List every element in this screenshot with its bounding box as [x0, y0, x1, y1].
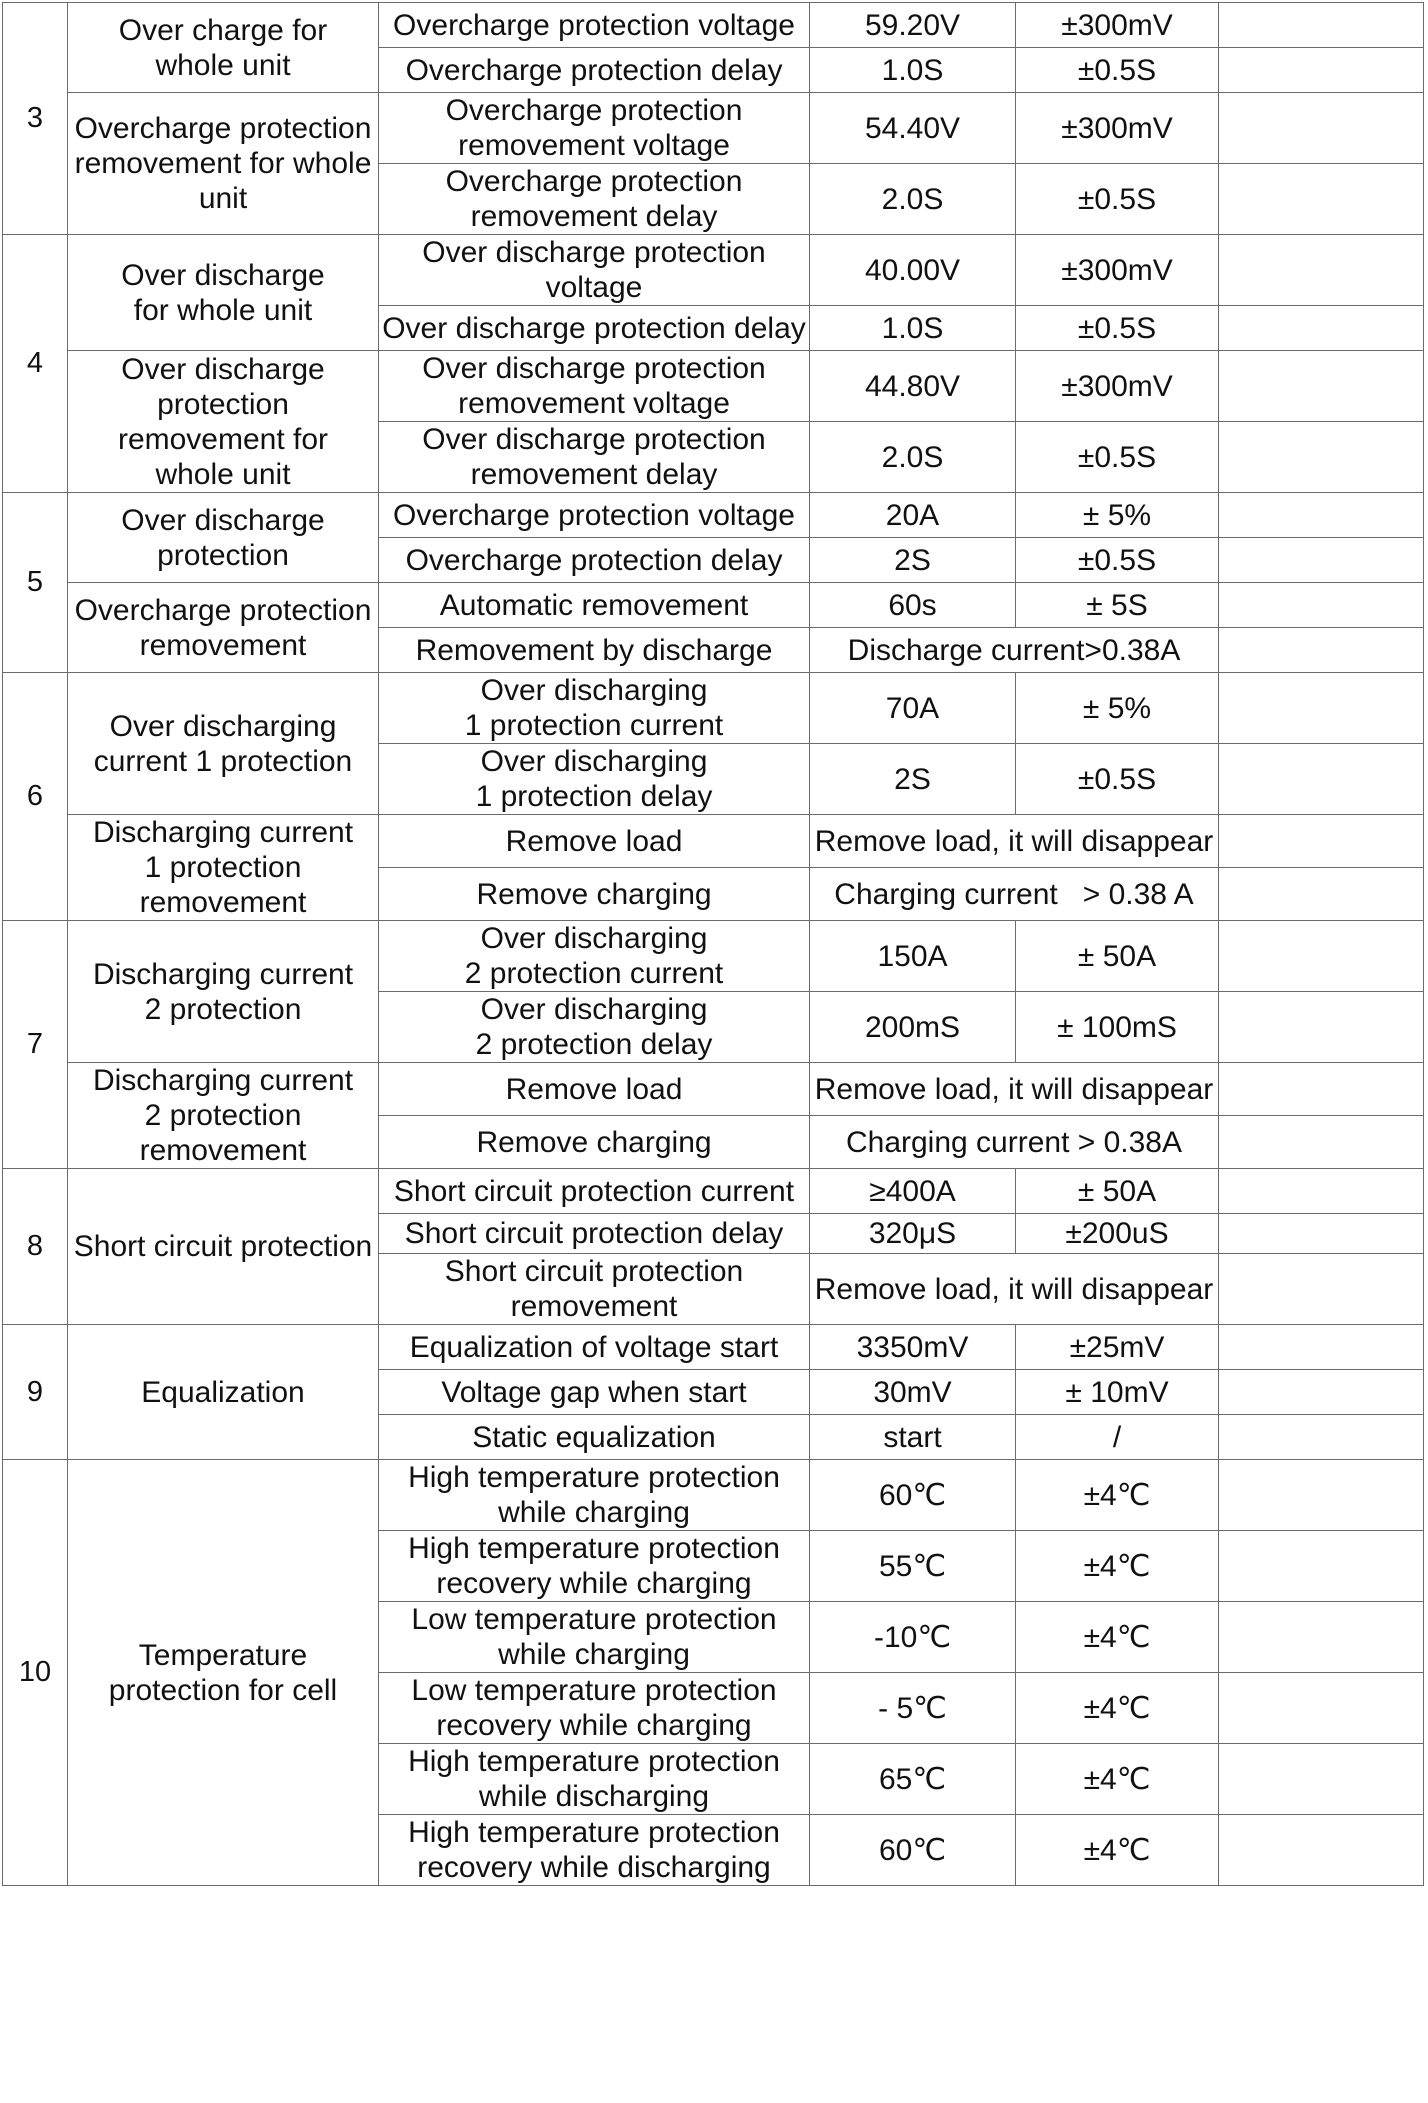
text-line: Over discharging: [480, 745, 708, 778]
table-row: [3, 583, 1424, 628]
blank-column-cell: [1219, 1370, 1424, 1415]
tolerance-value: ± 10mV: [1016, 1370, 1219, 1415]
protection-item-name: [68, 1460, 379, 1886]
text-line: 2 protection delay: [475, 1028, 713, 1061]
text-line: Over discharge: [121, 503, 325, 537]
blank-column-cell: [1219, 628, 1424, 673]
text-line: Overcharge protection: [445, 94, 743, 127]
blank-column-cell: [1219, 538, 1424, 583]
text-line: 2 protection: [144, 992, 302, 1026]
parameter-name: [379, 921, 810, 992]
text-line: removement: [139, 1134, 307, 1167]
text-line: Overcharge protection: [74, 112, 372, 145]
parameter-name: [379, 1460, 810, 1531]
set-value: -10℃: [810, 1602, 1016, 1673]
text-line: 1 protection current: [464, 709, 724, 742]
blank-column-cell: [1219, 1116, 1424, 1169]
blank-column-cell: [1219, 93, 1424, 164]
parameter-name: [379, 235, 810, 306]
set-value: 2S: [810, 744, 1016, 815]
text-line: Overcharge protection delay: [405, 53, 783, 87]
blank-column-cell: [1219, 306, 1424, 351]
parameter-name: [379, 1673, 810, 1744]
blank-column-cell: [1219, 868, 1424, 921]
text-line: removement: [139, 886, 307, 919]
tolerance-value: ±200uS: [1016, 1214, 1219, 1254]
set-value: 70A: [810, 673, 1016, 744]
text-line: Over discharge: [121, 352, 325, 386]
text-line: voltage: [545, 271, 643, 304]
set-value: 59.20V: [810, 3, 1016, 48]
blank-column-cell: [1219, 351, 1424, 422]
set-value: 65℃: [810, 1744, 1016, 1815]
tolerance-value: ±300mV: [1016, 351, 1219, 422]
tolerance-value: ± 50A: [1016, 1169, 1219, 1214]
set-value: 60℃: [810, 1815, 1016, 1886]
text-line: Overcharge protection: [445, 165, 743, 198]
text-line: Remove charging: [476, 1125, 712, 1159]
set-value: 55℃: [810, 1531, 1016, 1602]
table-row: [3, 93, 1424, 164]
text-line: protection: [157, 538, 289, 572]
text-line: High temperature protection: [408, 1461, 780, 1494]
text-line: Discharging current: [92, 1064, 354, 1097]
text-line: removement delay: [470, 458, 718, 491]
parameter-name: [379, 583, 810, 628]
merged-value: [810, 1063, 1219, 1116]
text-line: recovery while charging: [436, 1567, 752, 1600]
text-line: Over discharging: [480, 674, 708, 707]
blank-column-cell: [1219, 1815, 1424, 1886]
parameter-name: [379, 1116, 810, 1169]
parameter-name: [379, 868, 810, 921]
tolerance-value: ±0.5S: [1016, 48, 1219, 93]
text-line: Low temperature protection: [411, 1674, 777, 1707]
section-number: 10: [3, 1460, 68, 1886]
text-line: Over discharging: [480, 993, 708, 1026]
text-line: removement voltage: [458, 129, 730, 162]
blank-column-cell: [1219, 1673, 1424, 1744]
text-line: whole unit: [155, 48, 291, 82]
table-row: [3, 673, 1424, 744]
merged-value-text: Remove load, it will disappear: [814, 1272, 1214, 1306]
text-line: High temperature protection: [408, 1532, 780, 1565]
parameter-name: [379, 1169, 810, 1214]
blank-column-cell: [1219, 1063, 1424, 1116]
protection-item-name: [68, 493, 379, 583]
text-line: Over discharging: [480, 922, 708, 955]
set-value: 44.80V: [810, 351, 1016, 422]
blank-column-cell: [1219, 1744, 1424, 1815]
tolerance-value: ±300mV: [1016, 235, 1219, 306]
set-value: 2.0S: [810, 164, 1016, 235]
set-value: start: [810, 1415, 1016, 1460]
set-value: 3350mV: [810, 1325, 1016, 1370]
tolerance-value: ± 100mS: [1016, 992, 1219, 1063]
text-line: Short circuit protection: [73, 1230, 373, 1263]
set-value: - 5℃: [810, 1673, 1016, 1744]
set-value: 1.0S: [810, 306, 1016, 351]
parameter-name: [379, 1744, 810, 1815]
parameter-name: [379, 1254, 810, 1325]
tolerance-value: /: [1016, 1415, 1219, 1460]
text-line: Automatic removement: [439, 588, 749, 622]
protection-item-name: [68, 1169, 379, 1325]
parameter-name: [379, 744, 810, 815]
table-row: [3, 351, 1424, 422]
text-line: Over discharge protection: [422, 352, 766, 385]
parameter-name: [379, 1531, 810, 1602]
text-line: Short circuit protection: [444, 1255, 744, 1288]
text-line: Static equalization: [472, 1420, 716, 1454]
blank-column-cell: [1219, 1254, 1424, 1325]
set-value: 54.40V: [810, 93, 1016, 164]
section-number: 4: [3, 235, 68, 493]
set-value: ≥400A: [810, 1169, 1016, 1214]
tolerance-value: ±4℃: [1016, 1460, 1219, 1531]
blank-column-cell: [1219, 1602, 1424, 1673]
table-row: [3, 493, 1424, 538]
protection-item-name: [68, 93, 379, 235]
blank-column-cell: [1219, 744, 1424, 815]
parameter-name: [379, 628, 810, 673]
parameter-name: [379, 351, 810, 422]
protection-item-name: [68, 815, 379, 921]
text-line: while discharging: [478, 1780, 710, 1813]
text-line: Over discharge protection: [422, 423, 766, 456]
text-line: unit: [198, 182, 248, 215]
merged-value-text: Charging current > 0.38A: [845, 1125, 1183, 1159]
text-line: Equalization: [141, 1375, 305, 1409]
protection-item-name: [68, 1325, 379, 1460]
parameter-name: [379, 3, 810, 48]
text-line: Overcharge protection: [74, 593, 372, 627]
set-value: 30mV: [810, 1370, 1016, 1415]
merged-value-text: Remove load, it will disappear: [814, 824, 1214, 858]
text-line: Temperature: [138, 1638, 308, 1672]
text-line: Over discharge protection: [422, 236, 766, 269]
text-line: Overcharge protection voltage: [393, 8, 795, 42]
tolerance-value: ±4℃: [1016, 1815, 1219, 1886]
text-line: Removement by discharge: [415, 633, 773, 667]
blank-column-cell: [1219, 992, 1424, 1063]
protection-item-name: [68, 673, 379, 815]
blank-column-cell: [1219, 1415, 1424, 1460]
text-line: removement delay: [470, 200, 718, 233]
parameter-name: [379, 1602, 810, 1673]
parameter-name: [379, 1370, 810, 1415]
text-line: removement: [510, 1290, 678, 1323]
merged-value: [810, 815, 1219, 868]
section-number: 5: [3, 493, 68, 673]
tolerance-value: ±300mV: [1016, 93, 1219, 164]
blank-column-cell: [1219, 422, 1424, 493]
section-number: 8: [3, 1169, 68, 1325]
merged-value-text: Charging current > 0.38 A: [834, 877, 1194, 911]
text-line: Discharging current: [92, 957, 354, 991]
text-line: Over discharge: [121, 258, 325, 292]
merged-value-text: Remove load, it will disappear: [814, 1072, 1214, 1106]
blank-column-cell: [1219, 1325, 1424, 1370]
text-line: while charging: [498, 1638, 690, 1671]
parameter-name: [379, 1415, 810, 1460]
tolerance-value: ± 5%: [1016, 493, 1219, 538]
blank-column-cell: [1219, 164, 1424, 235]
table-row: [3, 235, 1424, 306]
merged-value-text: Discharge current>0.38A: [847, 633, 1181, 667]
parameter-name: [379, 673, 810, 744]
table-row: [3, 1460, 1424, 1531]
blank-column-cell: [1219, 1169, 1424, 1214]
tolerance-value: ±300mV: [1016, 3, 1219, 48]
set-value: 200mS: [810, 992, 1016, 1063]
text-line: removement voltage: [458, 387, 730, 420]
text-line: whole unit: [155, 457, 291, 491]
blank-column-cell: [1219, 921, 1424, 992]
blank-column-cell: [1219, 1460, 1424, 1531]
text-line: for whole unit: [133, 293, 313, 327]
table-row: [3, 921, 1424, 992]
text-line: removement for: [117, 422, 329, 456]
section-number: 9: [3, 1325, 68, 1460]
merged-value: [810, 628, 1219, 673]
tolerance-value: ±0.5S: [1016, 744, 1219, 815]
text-line: Short circuit protection delay: [404, 1217, 784, 1250]
table-row: [3, 1169, 1424, 1214]
table-row: [3, 1325, 1424, 1370]
text-line: High temperature protection: [408, 1816, 780, 1849]
parameter-name: [379, 93, 810, 164]
blank-column-cell: [1219, 3, 1424, 48]
parameter-name: [379, 815, 810, 868]
parameter-name: [379, 1815, 810, 1886]
table-row: [3, 3, 1424, 48]
tolerance-value: ±4℃: [1016, 1531, 1219, 1602]
parameter-name: [379, 493, 810, 538]
text-line: Discharging current: [92, 816, 354, 849]
table-row: [3, 1063, 1424, 1116]
text-line: Over discharging: [109, 709, 337, 743]
parameter-name: [379, 1214, 810, 1254]
blank-column-cell: [1219, 235, 1424, 306]
tolerance-value: ±0.5S: [1016, 422, 1219, 493]
text-line: Low temperature protection: [411, 1603, 777, 1636]
blank-column-cell: [1219, 48, 1424, 93]
text-line: Over discharge protection delay: [382, 311, 806, 345]
text-line: Voltage gap when start: [441, 1375, 747, 1409]
text-line: current 1 protection: [93, 744, 353, 778]
set-value: 40.00V: [810, 235, 1016, 306]
text-line: removement: [139, 628, 307, 662]
set-value: 60℃: [810, 1460, 1016, 1531]
spec-sheet: [2, 2, 1423, 2099]
text-line: Short circuit protection current: [393, 1174, 795, 1208]
text-line: removement for whole: [74, 147, 372, 180]
section-number: 3: [3, 3, 68, 235]
set-value: 2S: [810, 538, 1016, 583]
text-line: protection: [157, 387, 289, 421]
protection-item-name: [68, 3, 379, 93]
tolerance-value: ±4℃: [1016, 1673, 1219, 1744]
protection-item-name: [68, 1063, 379, 1169]
section-number: 6: [3, 673, 68, 921]
blank-column-cell: [1219, 1214, 1424, 1254]
text-line: 2 protection: [144, 1099, 302, 1132]
text-line: Over charge for: [118, 13, 328, 47]
text-line: Remove load: [505, 824, 683, 858]
protection-parameters-table: [2, 2, 1424, 1886]
text-line: protection for cell: [108, 1673, 338, 1707]
parameter-name: [379, 1325, 810, 1370]
table-row: [3, 815, 1424, 868]
protection-item-name: [68, 921, 379, 1063]
parameter-name: [379, 164, 810, 235]
set-value: 20A: [810, 493, 1016, 538]
text-line: recovery while charging: [436, 1709, 752, 1742]
parameter-name: [379, 992, 810, 1063]
tolerance-value: ±0.5S: [1016, 164, 1219, 235]
set-value: 150A: [810, 921, 1016, 992]
text-line: Overcharge protection delay: [405, 543, 783, 577]
protection-item-name: [68, 235, 379, 351]
tolerance-value: ±4℃: [1016, 1602, 1219, 1673]
text-line: Remove charging: [476, 877, 712, 911]
text-line: 1 protection delay: [475, 780, 713, 813]
blank-column-cell: [1219, 673, 1424, 744]
merged-value: [810, 868, 1219, 921]
parameter-name: [379, 48, 810, 93]
tolerance-value: ± 50A: [1016, 921, 1219, 992]
parameter-name: [379, 422, 810, 493]
protection-item-name: [68, 583, 379, 673]
text-line: Remove load: [505, 1072, 683, 1106]
text-line: 2 protection current: [464, 957, 724, 990]
text-line: 1 protection: [144, 851, 302, 884]
text-line: while charging: [498, 1496, 690, 1529]
parameter-name: [379, 1063, 810, 1116]
set-value: 1.0S: [810, 48, 1016, 93]
parameter-name: [379, 538, 810, 583]
tolerance-value: ±0.5S: [1016, 306, 1219, 351]
tolerance-value: ±0.5S: [1016, 538, 1219, 583]
set-value: 2.0S: [810, 422, 1016, 493]
blank-column-cell: [1219, 493, 1424, 538]
set-value: 60s: [810, 583, 1016, 628]
text-line: Equalization of voltage start: [409, 1330, 779, 1364]
parameter-name: [379, 306, 810, 351]
merged-value: [810, 1254, 1219, 1325]
set-value: 320μS: [810, 1214, 1016, 1254]
section-number: 7: [3, 921, 68, 1169]
blank-column-cell: [1219, 1531, 1424, 1602]
text-line: High temperature protection: [408, 1745, 780, 1778]
blank-column-cell: [1219, 583, 1424, 628]
protection-item-name: [68, 351, 379, 493]
text-line: recovery while discharging: [417, 1851, 771, 1884]
tolerance-value: ±4℃: [1016, 1744, 1219, 1815]
text-line: Overcharge protection voltage: [393, 498, 795, 532]
blank-column-cell: [1219, 815, 1424, 868]
tolerance-value: ± 5%: [1016, 673, 1219, 744]
tolerance-value: ± 5S: [1016, 583, 1219, 628]
merged-value: [810, 1116, 1219, 1169]
tolerance-value: ±25mV: [1016, 1325, 1219, 1370]
